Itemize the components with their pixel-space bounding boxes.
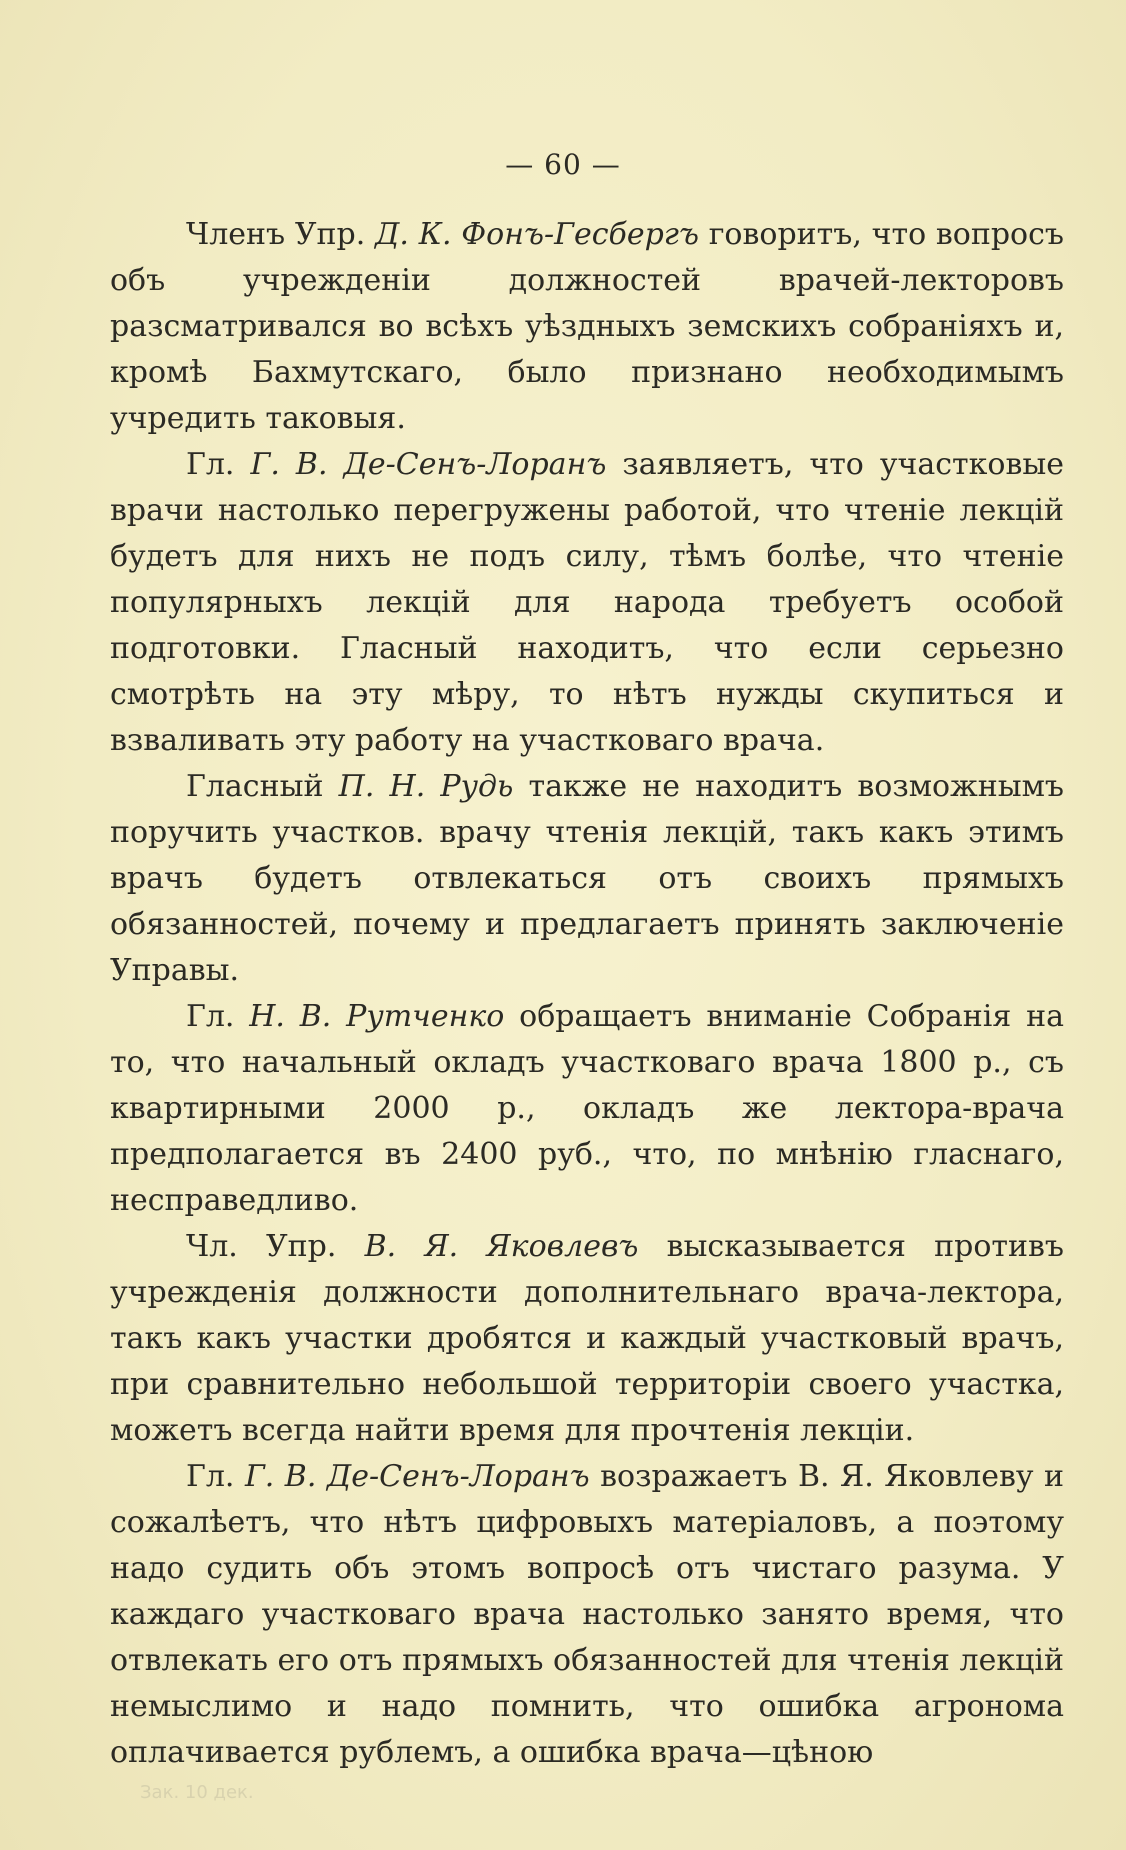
- print-mark: Зак. 10 дек.: [140, 1782, 254, 1803]
- speaker-name: Г. В. Де-Сенъ-Лоранъ: [250, 447, 607, 482]
- body-text: [110, 212, 1064, 1776]
- paragraph-lead: Членъ Упр.: [186, 217, 376, 252]
- page-number: — 60 —: [505, 148, 621, 181]
- paragraph-3: [110, 764, 1064, 994]
- paragraph-lead: Гл.: [186, 999, 250, 1034]
- paragraph-5: [110, 1224, 1064, 1454]
- paragraph-6: [110, 1454, 1064, 1776]
- paragraph-body: говоритъ, что вопросъ объ учрежденіи должностей врачей-лекторовъ разсматривался во всѣхъ уѣздныхъ земскихъ собраніяхъ и, кромѣ Бахмутскаго, было признано необходимымъ учредить таковыя.: [110, 217, 1064, 436]
- paragraph-body: высказывается противъ учрежденія должности дополнительнаго врача-лектора, такъ какъ участки дробятся и каждый участковый врачъ, при сравнительно небольшой территоріи своего участка, можетъ всегда найти время для прочтенія лекціи.: [110, 1229, 1064, 1448]
- paragraph-body: возражаетъ В. Я. Яковлеву и сожалѣетъ, что нѣтъ цифровыхъ матеріаловъ, а поэтому надо судить объ этомъ вопросѣ отъ чистаго разума. У каждаго участковаго врача настолько занято время, что отвлекать его отъ прямыхъ обязанностей для чтенія лекцій немыслимо и надо помнить, что ошибка агронома оплачивается рублемъ, а ошибка врача—цѣною: [110, 1459, 1064, 1770]
- paragraph-4: [110, 994, 1064, 1224]
- speaker-name: Н. В. Рутченко: [249, 999, 505, 1034]
- paragraph-body: заявляетъ, что участковые врачи настолько перегружены работой, что чтеніе лекцій будетъ для нихъ не подъ силу, тѣмъ болѣе, что чтеніе популярныхъ лекцій для народа требуетъ особой подготовки. Гласный находитъ, что если серьезно смотрѣть на эту мѣру, то нѣтъ нужды скупиться и взваливать эту работу на участковаго врача.: [110, 447, 1064, 758]
- paragraph-1: [110, 212, 1064, 442]
- paragraph-lead: Гл.: [186, 1459, 245, 1494]
- paragraph-lead: Чл. Упр.: [186, 1229, 365, 1264]
- speaker-name: В. Я. Яковлевъ: [364, 1229, 639, 1264]
- speaker-name: Д. К. Фонъ-Гесбергъ: [375, 217, 699, 252]
- paragraph-lead: Гласный: [186, 769, 339, 804]
- paragraph-lead: Гл.: [186, 447, 251, 482]
- paragraph-2: [110, 442, 1064, 764]
- paragraph-body: также не находитъ возможнымъ поручить участков. врачу чтенія лекцій, такъ какъ этимъ врачъ будетъ отвлекаться отъ своихъ прямыхъ обязанностей, почему и предлагаетъ принять заключеніе Управы.: [110, 769, 1064, 988]
- speaker-name: П. Н. Рудь: [338, 769, 514, 804]
- speaker-name: Г. В. Де-Сенъ-Лоранъ: [244, 1459, 590, 1494]
- paragraph-body: обращаетъ вниманіе Собранія на то, что начальный окладъ участковаго врача 1800 р., съ квартирными 2000 р., окладъ же лектора-врача предполагается въ 2400 руб., что, по мнѣнію гласнаго, несправедливо.: [110, 999, 1064, 1218]
